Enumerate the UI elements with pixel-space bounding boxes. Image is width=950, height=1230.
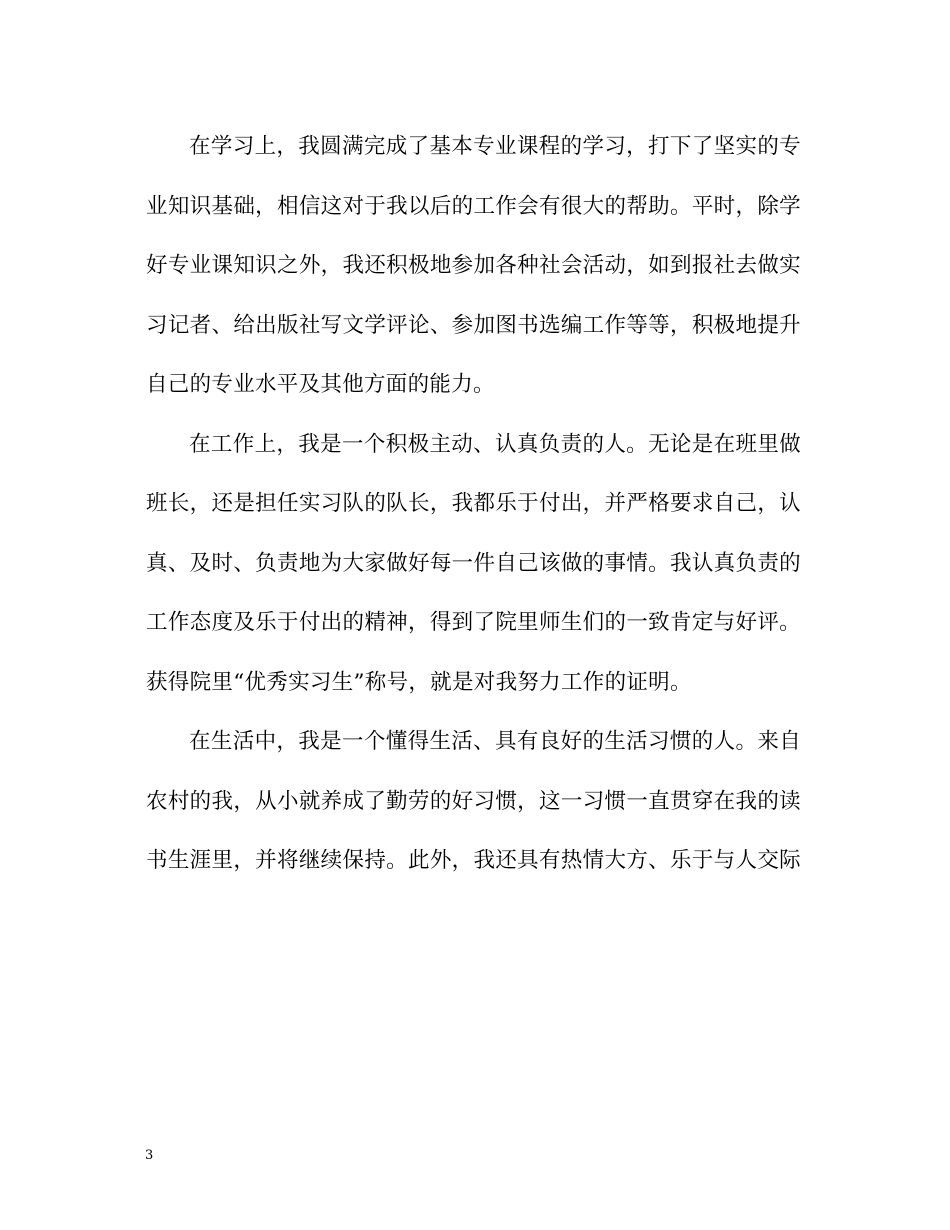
text-line: 在生活中，我是一个懂得生活、具有良好的生活习惯的人。来自 (189, 729, 801, 754)
page-number: 3 (145, 1148, 154, 1163)
text-line: 班长，还是担任实习队的队长，我都乐于付出，并严格要求自己，认 (146, 491, 801, 516)
text-line: 自己的专业水平及其他方面的能力。 (146, 372, 495, 397)
text-line: 业知识基础，相信这对于我以后的工作会有很大的帮助。平时，除学 (146, 193, 801, 219)
text-line: 在工作上，我是一个积极主动、认真负责的人。无论是在班里做 (189, 431, 801, 457)
text-line: 在学习上，我圆满完成了基本专业课程的学习，打下了坚实的专 (189, 134, 801, 159)
body-text (146, 117, 801, 891)
paragraph-study (146, 117, 801, 415)
text-line: 农村的我，从小就养成了勤劳的好习惯，这一习惯一直贯穿在我的读 (146, 788, 801, 814)
text-line: 书生涯里，并将继续保持。此外，我还具有热情大方、乐于与人交际 (146, 848, 801, 873)
text-line: 好专业课知识之外，我还积极地参加各种社会活动，如到报社去做实 (146, 253, 801, 278)
paragraph-life (146, 712, 801, 891)
text-line: 工作态度及乐于付出的精神，得到了院里师生们的一致肯定与好评。 (146, 610, 801, 635)
text-line: 真、及时、负责地为大家做好每一件自己该做的事情。我认真负责的 (146, 550, 801, 576)
paragraph-work (146, 415, 801, 713)
text-line: 获得院里“优秀实习生”称号，就是对我努力工作的证明。 (146, 669, 692, 695)
text-line: 习记者、给出版社写文学评论、参加图书选编工作等等，积极地提升 (146, 312, 801, 338)
